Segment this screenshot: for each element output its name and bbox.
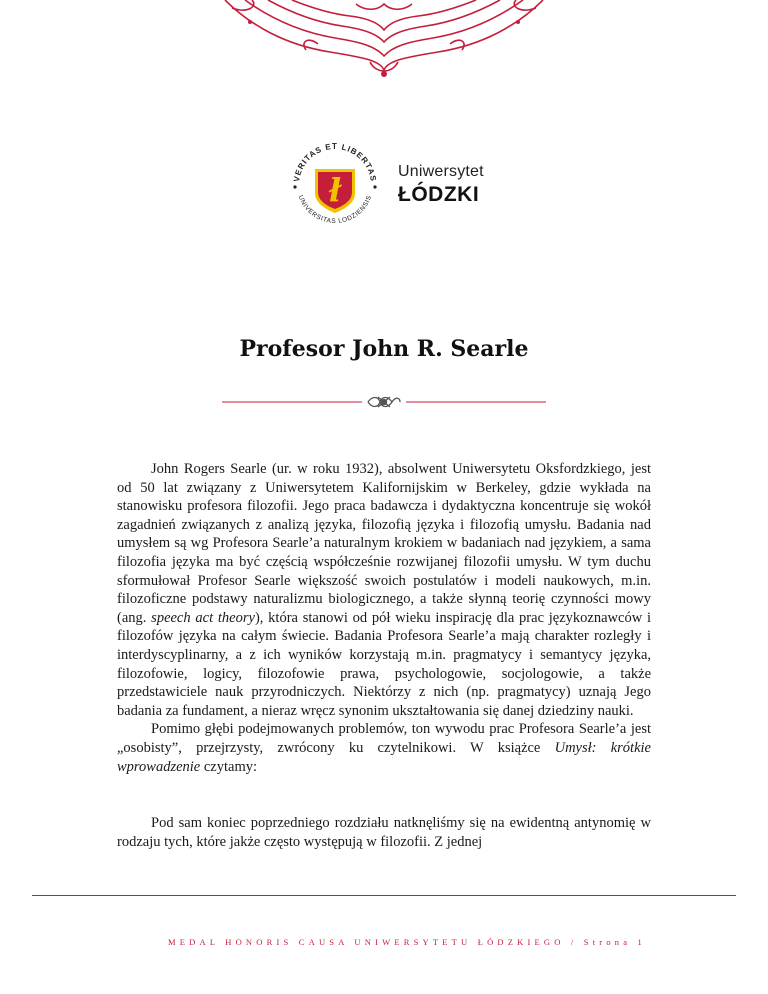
university-name xyxy=(398,163,484,207)
book-title: Umysł: krótkie wprowadzenie xyxy=(117,739,651,775)
university-seal-icon xyxy=(285,135,385,235)
quotation-paragraph: Pod sam koniec poprzedniego rozdziału natknęliśmy się na ewidentną antynomię w rodzaju tych, które jakże często występują w filozofii. Z jednej xyxy=(117,815,651,850)
page-footer: MEDAL HONORIS CAUSA UNIWERSYTETU ŁÓDZKIEGO / Strona 1 xyxy=(168,937,646,947)
university-name-line2: ŁÓDZKI xyxy=(398,183,480,206)
top-ornament xyxy=(0,0,768,80)
quotation xyxy=(117,814,651,851)
footer-divider xyxy=(32,895,736,896)
seal-top-text: VERITAS ET LIBERTAS xyxy=(292,141,378,183)
emphasis-term: speech act theory xyxy=(151,609,255,626)
title-divider xyxy=(222,393,546,411)
paragraph-2: Pomimo głębi podejmowanych problemów, ton wywodu prac Profesora Searle’a jest „osobisty”, przejrzysty, zwrócony ku czytelnikowi. W książce Umysł: krótkie wprowadzenie czytamy: xyxy=(117,721,651,775)
paragraph-1: John Rogers Searle (ur. w roku 1932), absolwent Uniwersytetu Oksfordzkiego, jest od 50 lat związany z Uniwersytetem Kalifornijskim w Berkeley, gdzie wykłada na stanowisku profesora filozofii. Jego praca badawcza i dydaktyczna koncentruje się wokół zagadnień związanych z analizą języka, filozofią języka i filozofią umysłu. Badania nad umysłem są wg Profesora Searle’a naturalnym krokiem w badaniach nad językiem, a sama filozofia języka ma być częścią współcześnie rozwijanej filozofii umysłu. W tym duchu sformułował Profesor Searle większość swoich postulatów i modeli naukowych, m.in. filozoficzne podstawy naturalizmu biologicznego, a także słynną teorię czynności mowy (ang. speech act theory), która stanowi od pół wieku inspirację dla prac językoznawców i filozofów języka na całym świecie. Badania Profesora Searle’a mają charakter rozległy i interdyscyplinarny, a z ich wyników korzystają m.in. pragmatycy i semantycy języka, filozofowie, logicy, filozofowie prawa, psychologowie, socjologowie, a także przedstawiciele nauk przyrodniczych. Niektórzy z nich (np. pragmatycy) uznają Jego badania za fundament, a nieraz wręcz synonim ukształtowania się danej dziedziny nauki. xyxy=(117,461,651,719)
body-text xyxy=(117,460,651,776)
page-title: Profesor John R. Searle xyxy=(239,336,529,362)
university-name-line1: Uniwersytet xyxy=(398,163,484,180)
seal-letter: ł xyxy=(328,171,342,209)
university-logo xyxy=(285,135,495,235)
seal-bottom-text: UNIVERSITAS LODZIENSIS xyxy=(296,194,374,226)
divider-ornament-icon xyxy=(368,397,400,407)
